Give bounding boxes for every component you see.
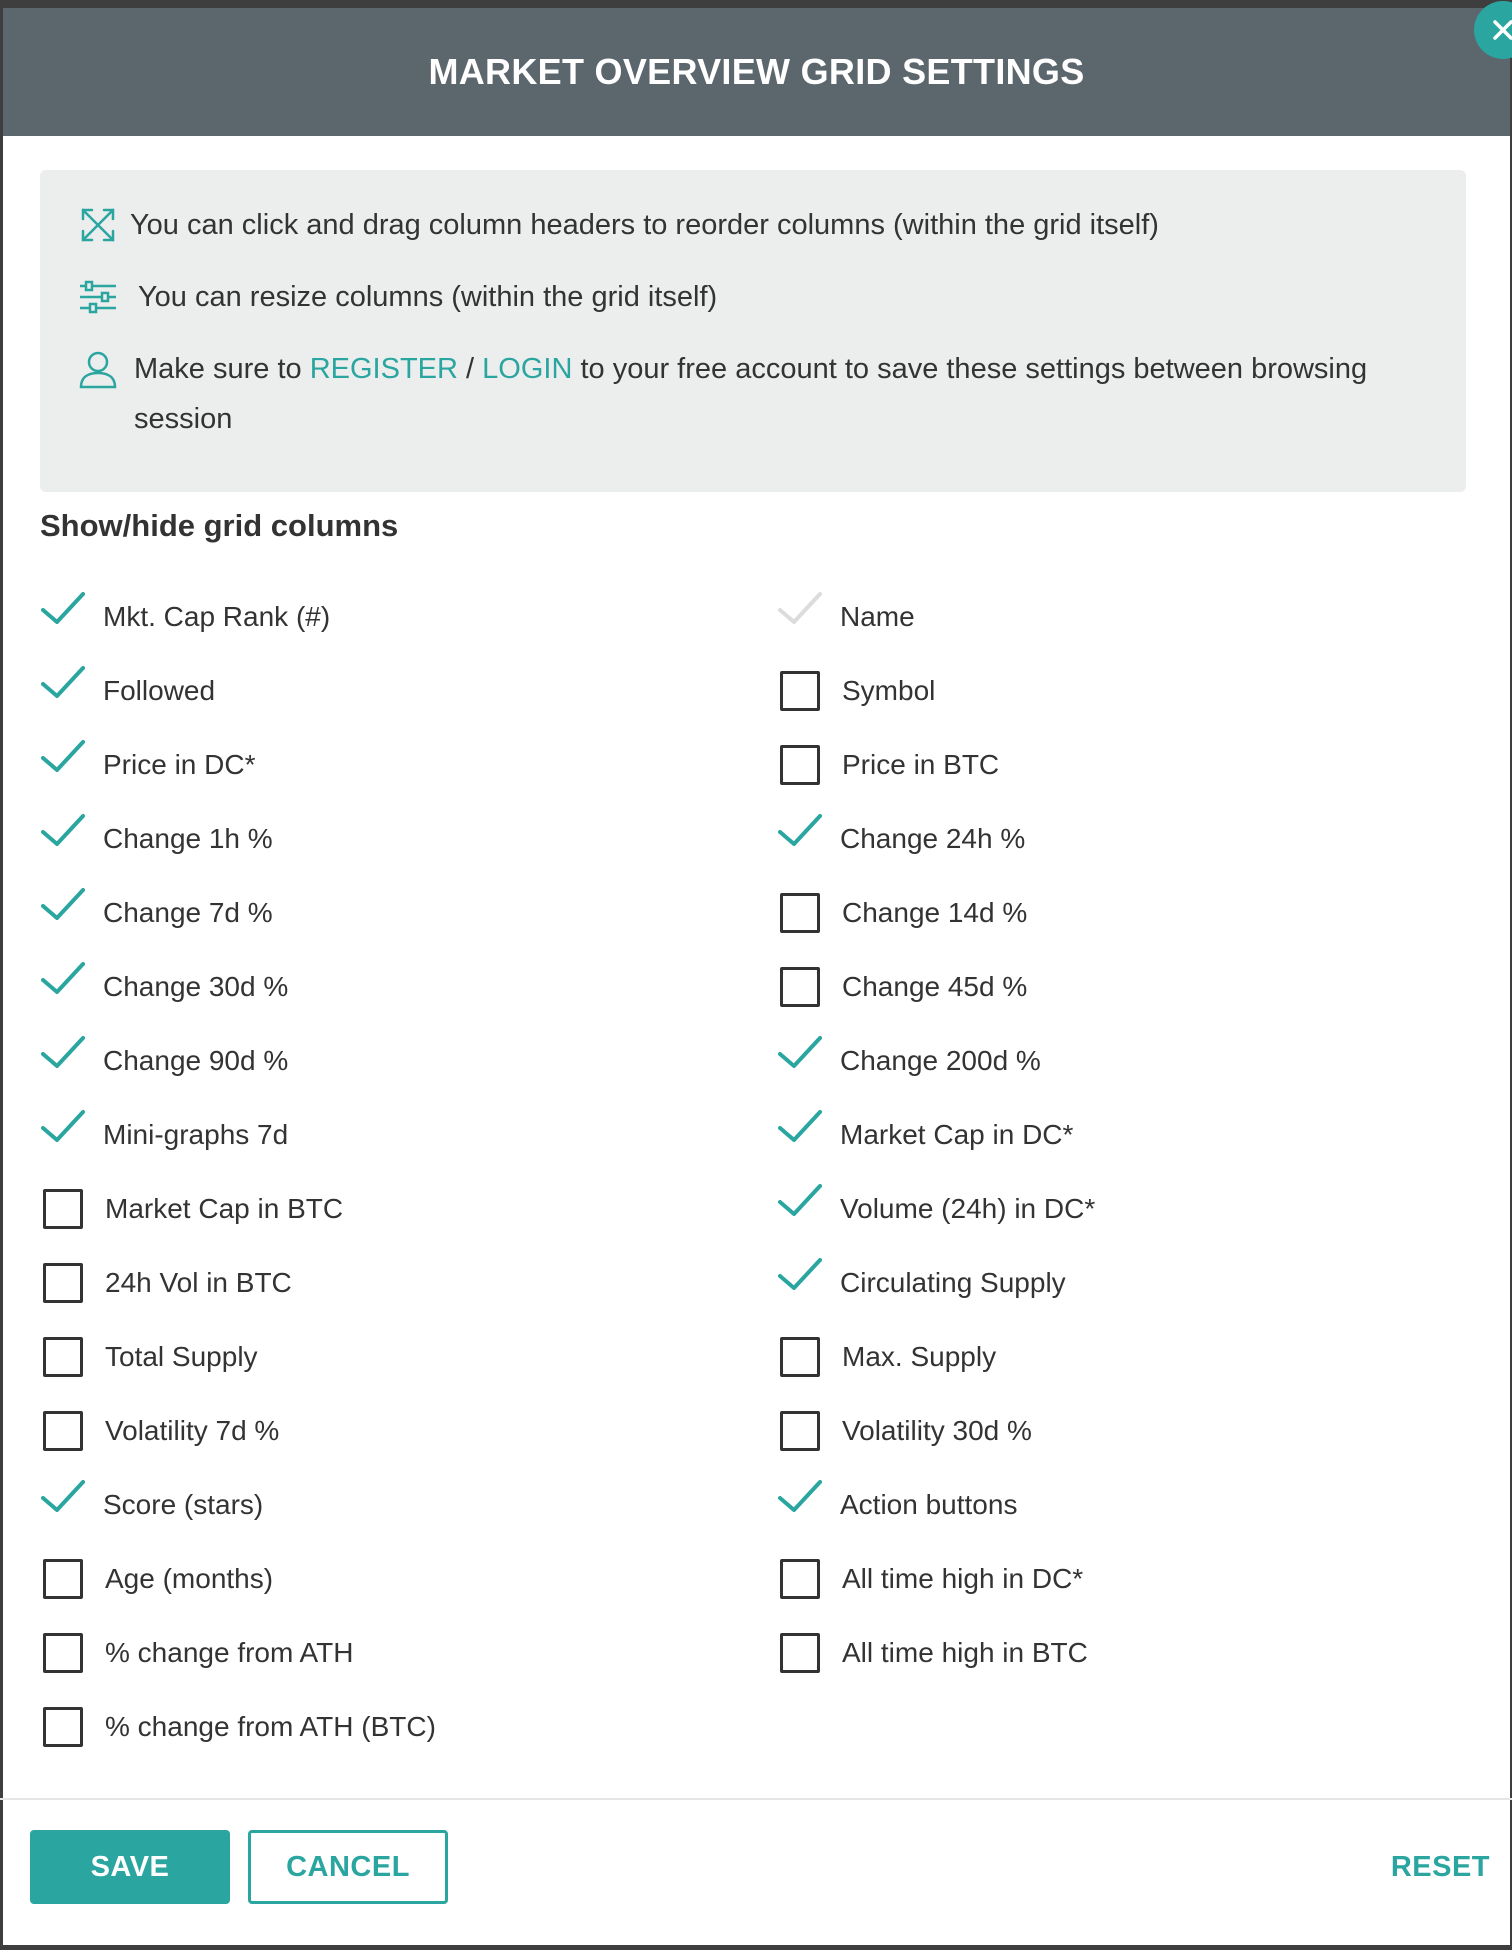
column-toggle[interactable] xyxy=(43,1554,273,1604)
column-toggle[interactable] xyxy=(780,1184,1095,1234)
info-drag-text: You can click and drag column headers to reorder columns (within the grid itself) xyxy=(130,209,1159,241)
register-suffix: to your free account to save these settings between browsing session xyxy=(134,353,1368,435)
checkbox-unchecked xyxy=(780,1411,820,1451)
column-toggle-label: Score (stars) xyxy=(103,1489,264,1520)
column-toggle-label: Price in BTC xyxy=(842,749,1000,780)
link-separator: / xyxy=(466,353,475,385)
column-toggle[interactable] xyxy=(780,814,1025,864)
checkbox-unchecked xyxy=(43,1337,83,1377)
column-toggle-label: Volatility 30d % xyxy=(842,1415,1032,1446)
column-toggle-label: Mkt. Cap Rank (#) xyxy=(103,601,331,632)
checkbox-unchecked xyxy=(780,745,820,785)
checkmark-icon xyxy=(43,598,81,636)
column-toggle[interactable] xyxy=(43,1628,353,1678)
column-toggle-label: Volatility 7d % xyxy=(105,1415,280,1446)
column-toggle-label: % change from ATH (BTC) xyxy=(105,1711,436,1742)
checkbox-unchecked xyxy=(780,671,820,711)
column-toggle-label: Symbol xyxy=(842,675,936,706)
column-toggle[interactable] xyxy=(43,1110,288,1160)
checkbox-unchecked xyxy=(780,1633,820,1673)
register-prefix: Make sure to xyxy=(134,353,302,385)
column-toggle[interactable] xyxy=(780,962,1027,1012)
column-toggle[interactable] xyxy=(780,1036,1041,1086)
column-toggle[interactable] xyxy=(780,1110,1073,1160)
column-toggle[interactable] xyxy=(43,1184,343,1234)
login-link[interactable]: LOGIN xyxy=(482,353,573,385)
checkbox-unchecked xyxy=(780,893,820,933)
column-toggle-label: All time high in BTC xyxy=(842,1637,1088,1668)
column-toggle-label: Volume (24h) in DC* xyxy=(840,1193,1096,1224)
sliders-icon xyxy=(78,277,118,317)
column-toggle[interactable] xyxy=(780,1480,1017,1530)
column-toggle-label: Change 90d % xyxy=(103,1045,289,1076)
column-toggle[interactable] xyxy=(43,814,273,864)
checkbox-unchecked xyxy=(43,1707,83,1747)
modal-header xyxy=(3,8,1510,136)
checkmark-icon xyxy=(780,1116,818,1154)
column-toggle-label: All time high in DC* xyxy=(842,1563,1084,1594)
column-toggle[interactable] xyxy=(780,1258,1066,1308)
checkmark-icon xyxy=(43,1486,81,1524)
register-link[interactable]: REGISTER xyxy=(309,353,458,385)
column-toggle-label: Change 200d % xyxy=(840,1045,1041,1076)
column-toggle-label: Age (months) xyxy=(105,1563,274,1594)
checkmark-icon xyxy=(780,1190,818,1228)
close-icon xyxy=(1491,18,1512,42)
checkmark-icon xyxy=(43,1042,81,1080)
info-register-row xyxy=(78,344,1408,444)
checkbox-unchecked xyxy=(43,1411,83,1451)
checkmark-icon xyxy=(780,1042,818,1080)
column-toggle[interactable] xyxy=(780,740,999,790)
reset-button[interactable]: RESET xyxy=(1390,1850,1490,1883)
checkbox-unchecked xyxy=(43,1633,83,1673)
user-icon xyxy=(78,349,118,389)
checkmark-icon xyxy=(43,968,81,1006)
column-toggle-label: Change 45d % xyxy=(842,971,1028,1002)
checkbox-unchecked xyxy=(780,967,820,1007)
column-toggle-label: Action buttons xyxy=(840,1489,1018,1520)
column-toggle[interactable] xyxy=(780,1554,1083,1604)
checkmark-icon xyxy=(780,1264,818,1302)
column-toggle-label: Followed xyxy=(103,675,216,706)
checkbox-unchecked xyxy=(780,1559,820,1599)
column-toggle[interactable] xyxy=(780,666,935,716)
column-toggle[interactable] xyxy=(43,666,215,716)
expand-arrows-icon xyxy=(78,205,118,245)
column-toggle[interactable] xyxy=(43,740,255,790)
column-toggle[interactable] xyxy=(43,592,330,642)
cancel-button[interactable]: CANCEL xyxy=(248,1830,448,1904)
column-toggle[interactable] xyxy=(43,1258,292,1308)
column-toggle[interactable] xyxy=(43,1702,436,1752)
column-toggle-label: Price in DC* xyxy=(103,749,256,780)
column-toggle-label: Change 30d % xyxy=(103,971,289,1002)
column-toggle xyxy=(780,592,915,642)
column-toggle-label: Total Supply xyxy=(105,1341,258,1372)
column-toggle-label: Market Cap in BTC xyxy=(105,1193,344,1224)
column-toggle-label: Market Cap in DC* xyxy=(840,1119,1074,1150)
column-toggle[interactable] xyxy=(780,888,1027,938)
save-button[interactable]: SAVE xyxy=(30,1830,230,1904)
column-toggle[interactable] xyxy=(43,1036,288,1086)
column-toggle[interactable] xyxy=(780,1628,1088,1678)
info-resize-text: You can resize columns (within the grid itself) xyxy=(138,281,718,313)
checkmark-icon xyxy=(780,1486,818,1524)
info-register-text xyxy=(134,344,1408,444)
checkbox-unchecked xyxy=(43,1263,83,1303)
checkbox-unchecked xyxy=(780,1337,820,1377)
checkmark-icon xyxy=(43,820,81,858)
column-toggle-label: Max. Supply xyxy=(842,1341,997,1372)
footer-divider xyxy=(0,1798,1512,1800)
checkbox-unchecked xyxy=(43,1189,83,1229)
column-toggle-label: Change 14d % xyxy=(842,897,1028,928)
column-toggle-label: % change from ATH xyxy=(105,1637,354,1668)
column-toggle[interactable] xyxy=(780,1332,996,1382)
column-toggle[interactable] xyxy=(43,962,288,1012)
column-toggle-label: Circulating Supply xyxy=(840,1267,1066,1298)
column-toggle[interactable] xyxy=(43,1480,263,1530)
info-panel xyxy=(40,170,1466,492)
column-toggle[interactable] xyxy=(43,888,273,938)
checkmark-icon xyxy=(43,894,81,932)
column-toggle-label: Change 7d % xyxy=(103,897,273,928)
modal-title: MARKET OVERVIEW GRID SETTINGS xyxy=(428,51,1085,92)
checkmark-icon xyxy=(43,1116,81,1154)
checkmark-icon xyxy=(43,746,81,784)
column-toggle-label: 24h Vol in BTC xyxy=(105,1267,292,1298)
column-toggle-label: Name xyxy=(840,601,915,632)
column-toggle[interactable] xyxy=(780,1406,1032,1456)
column-toggle-label: Change 24h % xyxy=(840,823,1026,854)
checkmark-icon xyxy=(43,672,81,710)
column-toggle[interactable] xyxy=(43,1406,279,1456)
info-drag-row xyxy=(78,200,1159,250)
column-toggle-label: Mini-graphs 7d xyxy=(103,1119,289,1150)
checkbox-unchecked xyxy=(43,1559,83,1599)
column-toggle[interactable] xyxy=(43,1332,258,1382)
section-title: Show/hide grid columns xyxy=(40,508,399,543)
checkmark-icon xyxy=(780,598,818,636)
column-toggle-label: Change 1h % xyxy=(103,823,273,854)
info-resize-row xyxy=(78,272,717,322)
checkmark-icon xyxy=(780,820,818,858)
